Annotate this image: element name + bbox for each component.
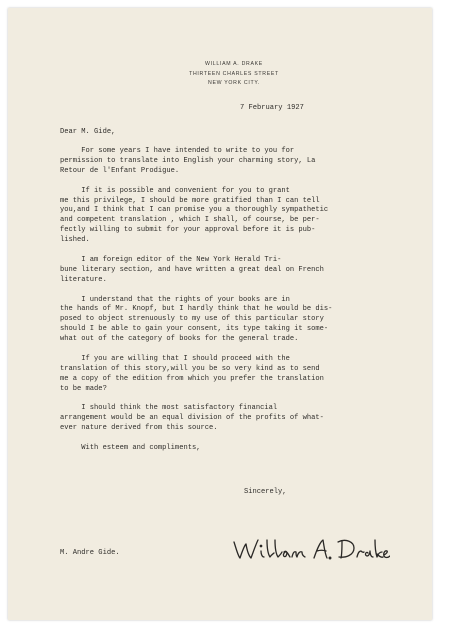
body-line: arrangement would be an equal division of the profits of what- (60, 414, 324, 423)
closing-text: Sincerely, (244, 488, 287, 496)
letterhead-name: WILLIAM A. DRAKE (205, 61, 263, 67)
body-line: should I be able to gain your consent, its type taking it some- (60, 325, 329, 334)
letter-page (8, 8, 432, 620)
letterhead (8, 60, 432, 89)
letterhead-city: NEW YORK CITY. (208, 80, 260, 86)
body-line: If you are willing that I should proceed with the (60, 354, 290, 363)
body-line: If it is possible and convenient for you to grant (60, 186, 290, 195)
body-line (60, 246, 332, 256)
body-line: I understand that the rights of your books are in (60, 295, 290, 304)
letterhead-street: THIRTEEN CHARLES STREET (189, 70, 279, 77)
closing (60, 488, 287, 498)
letter-date: 7 February 1927 (240, 104, 304, 112)
body-line: what out of the category of books for the general trade. (60, 335, 299, 344)
body-line: literature. (60, 275, 107, 284)
body-line: the hands of Mr. Knopf, but I hardly think that he would be dis- (60, 305, 333, 314)
recipient: M. Andre Gide. (60, 549, 120, 557)
body-line: translation of this story,will you be so very kind as to send (60, 364, 320, 373)
body-line: to be made? (60, 384, 107, 393)
body-line: For some years I have intended to write to you for (60, 147, 295, 155)
body-line: bune literary section, and have written a great deal on French (60, 265, 324, 274)
body-line (60, 177, 332, 187)
body-line: With esteem and compliments, (60, 444, 201, 453)
letter-body (60, 147, 332, 454)
body-line: you,and I think that I can promise you a thoroughly sympathetic (60, 206, 329, 215)
salutation: Dear M. Gide, (60, 128, 116, 136)
body-line (60, 286, 332, 296)
body-line: and competent translation , which I shall, of course, be per- (60, 216, 320, 225)
body-line: me a copy of the edition from which you prefer the translation (60, 374, 324, 383)
signature (230, 534, 390, 564)
body-line (60, 395, 332, 405)
body-line: me this privilege, I should be more gratified than I can tell (60, 196, 320, 205)
body-line: fectly willing to submit for your approval before it is pub- (60, 226, 316, 235)
body-line: posed to object strenuously to my use of this particular story (60, 315, 324, 324)
body-line (60, 345, 332, 355)
body-line (60, 434, 332, 444)
body-line: Retour de l'Enfant Prodigue. (60, 166, 180, 175)
body-line: I am foreign editor of the New York Herald Tri- (60, 255, 282, 264)
body-line: permission to translate into English your charming story, La (60, 156, 316, 165)
body-line: lished. (60, 236, 90, 245)
body-line: ever nature derived from this source. (60, 424, 218, 433)
body-line: I should think the most satisfactory financial (60, 404, 278, 413)
